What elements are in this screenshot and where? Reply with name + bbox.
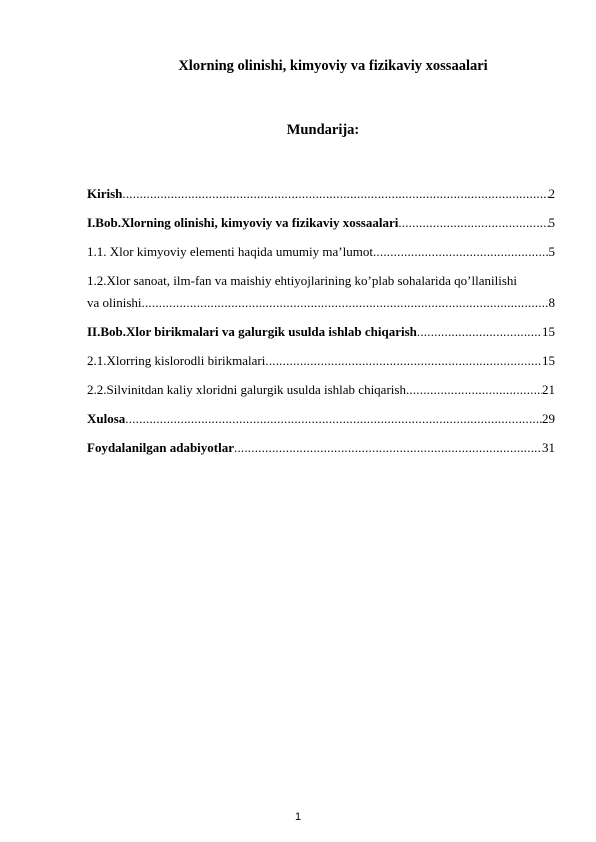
toc-entry-page: 29 (542, 411, 555, 426)
toc-entry-section-1-2[interactable] (87, 272, 555, 312)
toc-entry-label: II.Bob.Xlor birikmalari va galurgik usulda ishlab chiqarish (87, 324, 417, 339)
toc-entry-section-2-1[interactable] (87, 352, 555, 370)
toc-entry-page: 31 (542, 440, 555, 455)
toc-entry-label: 1.1. Xlor kimyoviy elementi haqida umumiy ma’lumot (87, 244, 373, 259)
table-of-contents (87, 185, 555, 468)
toc-entry-page: 15 (542, 324, 555, 339)
page-number: 1 (294, 811, 302, 823)
toc-entry-page: 2 (548, 186, 555, 201)
toc-entry-xulosa[interactable] (87, 410, 555, 428)
toc-entry-chapter-1[interactable] (87, 214, 555, 232)
toc-entry-label: Xulosa (87, 411, 126, 426)
toc-entry-label-line2: va olinishi (87, 295, 142, 310)
toc-heading: Mundarija: (286, 122, 360, 138)
toc-entry-label: Kirish (87, 186, 123, 201)
toc-entry-label: I.Bob.Xlorning olinishi, kimyoviy va fizikaviy xossaalari (87, 215, 399, 230)
dot-leader (406, 381, 542, 399)
toc-entry-label: 2.1.Xlorring kislorodli birikmalari (87, 353, 266, 368)
dot-leader (142, 294, 549, 312)
toc-entry-chapter-2[interactable] (87, 323, 555, 341)
dot-leader (417, 323, 542, 341)
toc-entry-label-line1: 1.2.Xlor sanoat, ilm-fan va maishiy ehtiyojlarining ko’plab sohalarida qo’llanilishi (87, 273, 517, 288)
toc-entry-section-2-2[interactable] (87, 381, 555, 399)
toc-entry-page: 5 (548, 244, 555, 259)
dot-leader (234, 439, 542, 457)
toc-entry-page: 8 (548, 295, 555, 310)
dot-leader (373, 243, 549, 261)
toc-entry-page: 5 (548, 215, 555, 230)
toc-entry-kirish[interactable] (87, 185, 555, 203)
toc-entry-page: 21 (542, 382, 555, 397)
toc-entry-label: 2.2.Silvinitdan kaliy xloridni galurgik usulda ishlab chiqarish (87, 382, 406, 397)
toc-entry-references[interactable] (87, 439, 555, 457)
dot-leader (125, 410, 542, 428)
toc-entry-label: Foydalanilgan adabiyotlar (87, 440, 234, 455)
dot-leader (265, 352, 542, 370)
toc-entry-page: 15 (542, 353, 555, 368)
dot-leader (398, 214, 548, 232)
dot-leader (122, 185, 548, 203)
document-title: Xlorning olinishi, kimyoviy va fizikaviy xossaalari (178, 58, 488, 74)
toc-entry-section-1-1[interactable] (87, 243, 555, 261)
